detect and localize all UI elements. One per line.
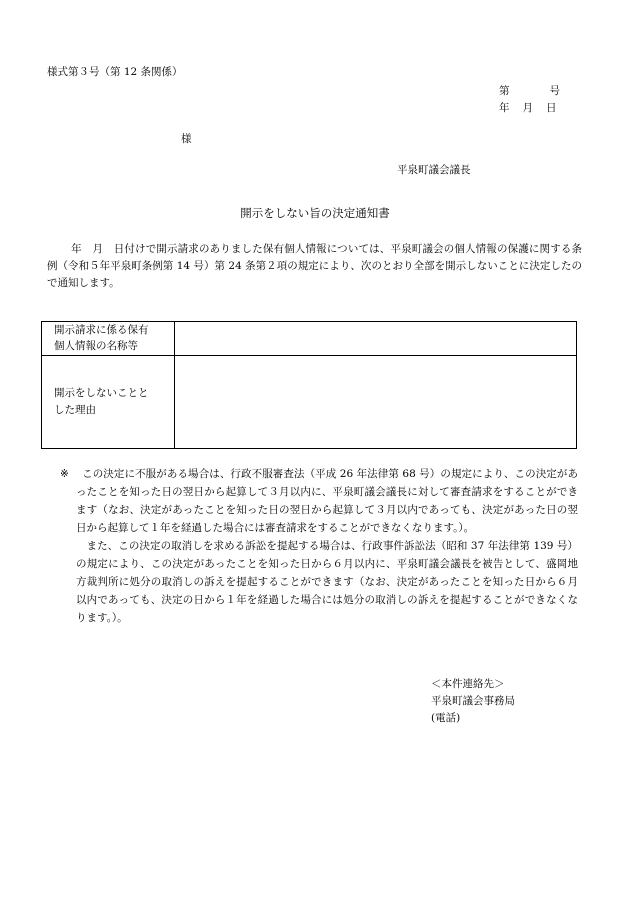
note-text-appeal: この決定に不服がある場合は、行政不服審査法（平成 26 年法律第 68 号）の規定により、この決定があったことを知った日の翌日から起算して３月以内に、平泉町議会議長に対して審査請求をすることができます（なお、決定があったことを知った日の翌日から起算して３月以内であっても、決定があった日の翌日から起算して１年を経過した場合には審査請求をすることができなくなります。）。 — [76, 468, 578, 535]
table-label-line: 開示をしないことと — [54, 387, 149, 400]
document-number — [499, 84, 560, 99]
form-number: 様式第３号（第 12 条関係） — [47, 66, 183, 78]
document-title: 開示をしない旨の決定通知書 — [240, 206, 390, 220]
note-mark: ※ — [60, 468, 69, 480]
date-year-label: 年 — [499, 102, 510, 114]
recipient-honorific: 様 — [181, 133, 192, 145]
table-label-reason — [42, 355, 175, 448]
document-date — [499, 101, 557, 116]
note-paragraph-lawsuit: また、この決定の取消しを求める訴訟を提起する場合は、行政事件訴訟法（昭和 37 年法律第 139 号）の規定により、この決定があったことを知った日から６月以内に、平泉町議会議長を被告として、盛岡地方裁判所に処分の取消しの訴えを提起することができます（なお、決定があったことを知った日から６月以内であっても、決定の日から１年を経過した場合には処分の取消しの訴えを提起することができなくなります。）。 — [76, 540, 578, 625]
date-month-label: 月 — [522, 102, 533, 114]
contact-office: 平泉町議会事務局 — [431, 694, 515, 707]
notes-section — [60, 465, 578, 627]
sender-name: 平泉町議会議長 — [397, 164, 471, 176]
table-label-line: 開示請求に係る保有 — [54, 324, 149, 336]
contact-heading: ＜本件連絡先＞ — [431, 678, 505, 690]
table-value-reason — [175, 355, 577, 448]
table-row — [42, 322, 577, 356]
contact-phone: (電話) — [431, 711, 461, 724]
document-number-suffix: 号 — [549, 85, 560, 97]
table-row — [42, 355, 577, 448]
table-value-info-name — [175, 322, 577, 356]
document-number-prefix: 第 — [499, 85, 510, 97]
contact-block — [431, 676, 515, 726]
note-paragraph-appeal — [60, 465, 578, 537]
table-label-line: した理由 — [54, 403, 96, 416]
table-label-info-name — [42, 322, 175, 356]
date-day-label: 日 — [546, 102, 557, 114]
info-table — [41, 321, 577, 449]
body-paragraph: 年 月 日付けで開示請求のありました保有個人情報については、平泉町議会の個人情報の保護に関する条例（令和５年平泉町条例第 14 号）第 24 条第２項の規定により、次のとおり全部を開示しないことに決定したので通知します。 — [47, 243, 582, 289]
table-label-line: 個人情報の名称等 — [54, 340, 138, 353]
